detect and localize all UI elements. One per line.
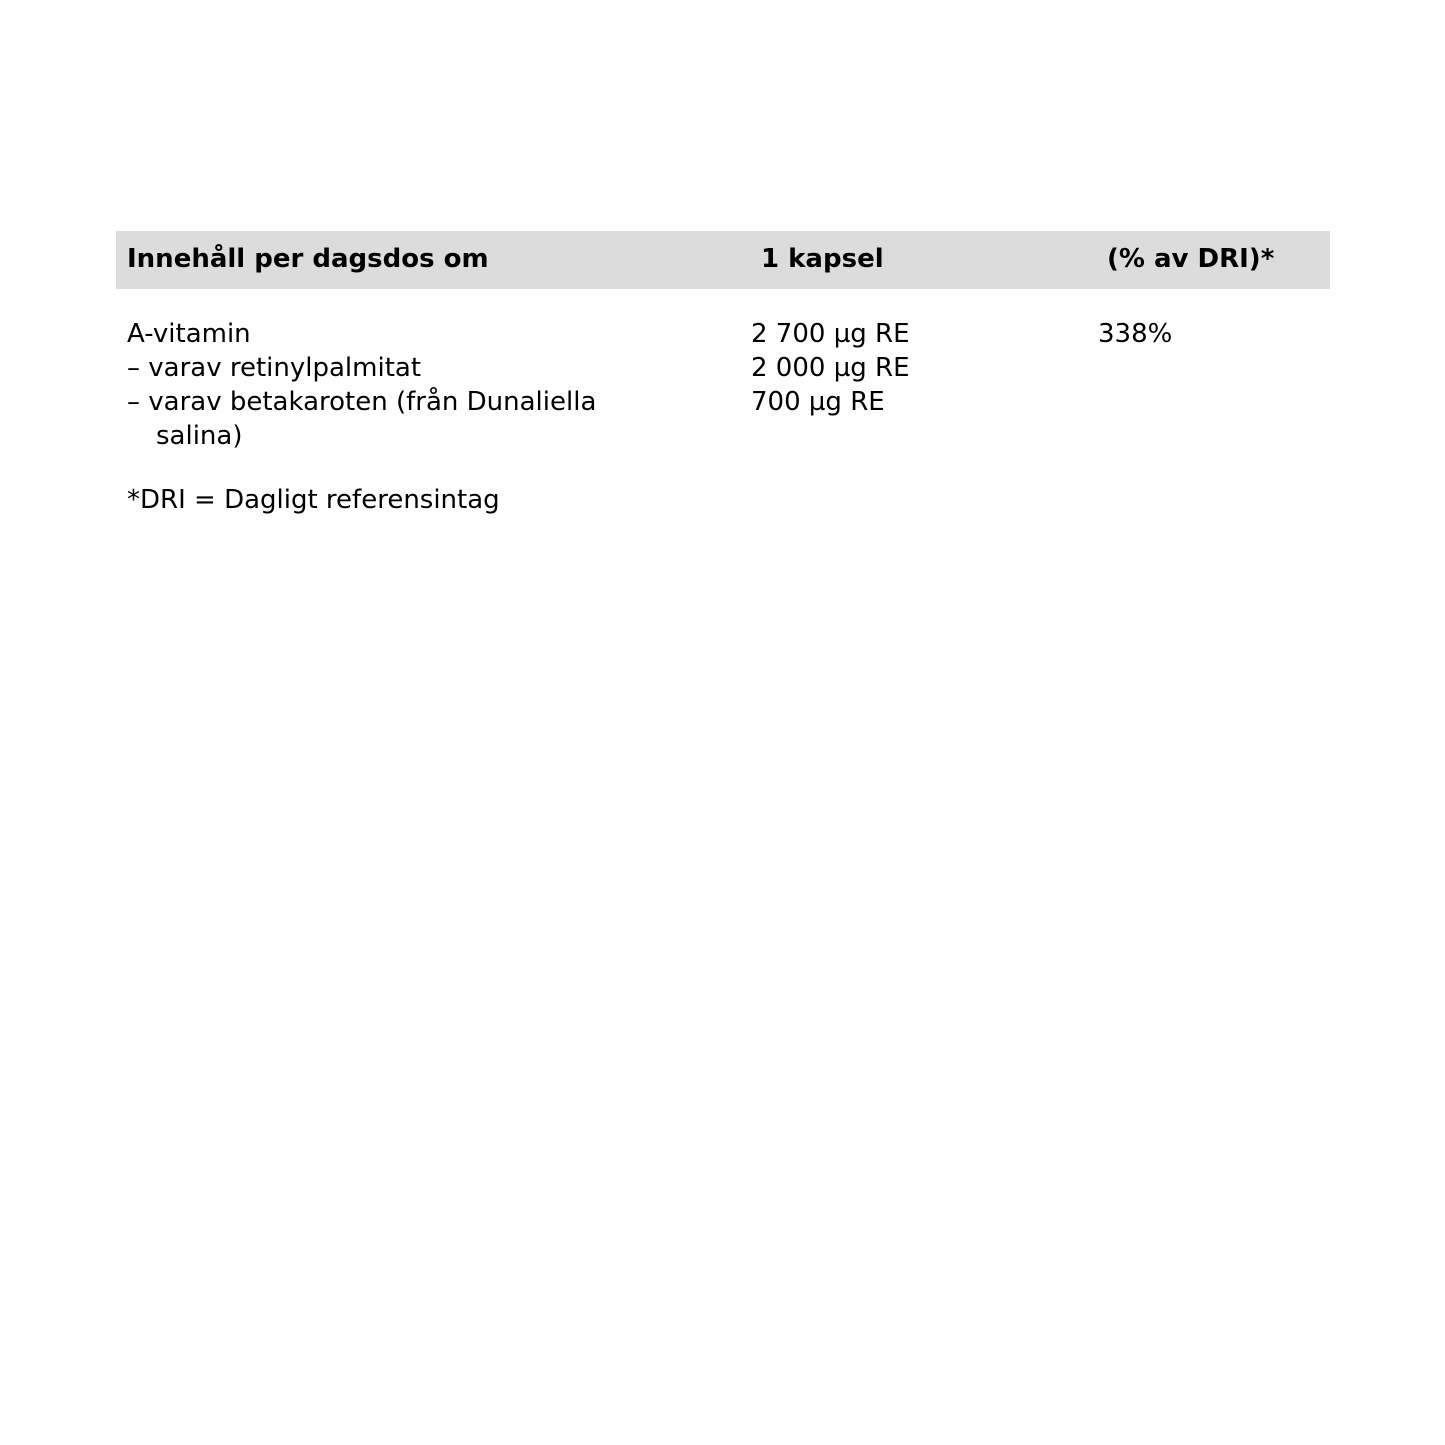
header-dri: (% av DRI)* [1107,244,1275,274]
header-amount: 1 kapsel [761,244,884,274]
row-name-vitamin-a: A-vitamin [127,319,251,349]
row-name-betakaroten-cont: salina) [156,421,243,451]
footnote: *DRI = Dagligt referensintag [127,485,500,515]
row-name-retinylpalmitat: – varav retinylpalmitat [127,353,422,383]
row-amount-vitamin-a: 2 700 µg RE [751,319,910,349]
row-amount-betakaroten: 700 µg RE [751,387,885,417]
row-dri-vitamin-a: 338% [1098,319,1173,349]
row-amount-retinylpalmitat: 2 000 µg RE [751,353,910,383]
row-name-betakaroten: – varav betakaroten (från Dunaliella [127,387,597,417]
header-content: Innehåll per dagsdos om [127,244,489,274]
